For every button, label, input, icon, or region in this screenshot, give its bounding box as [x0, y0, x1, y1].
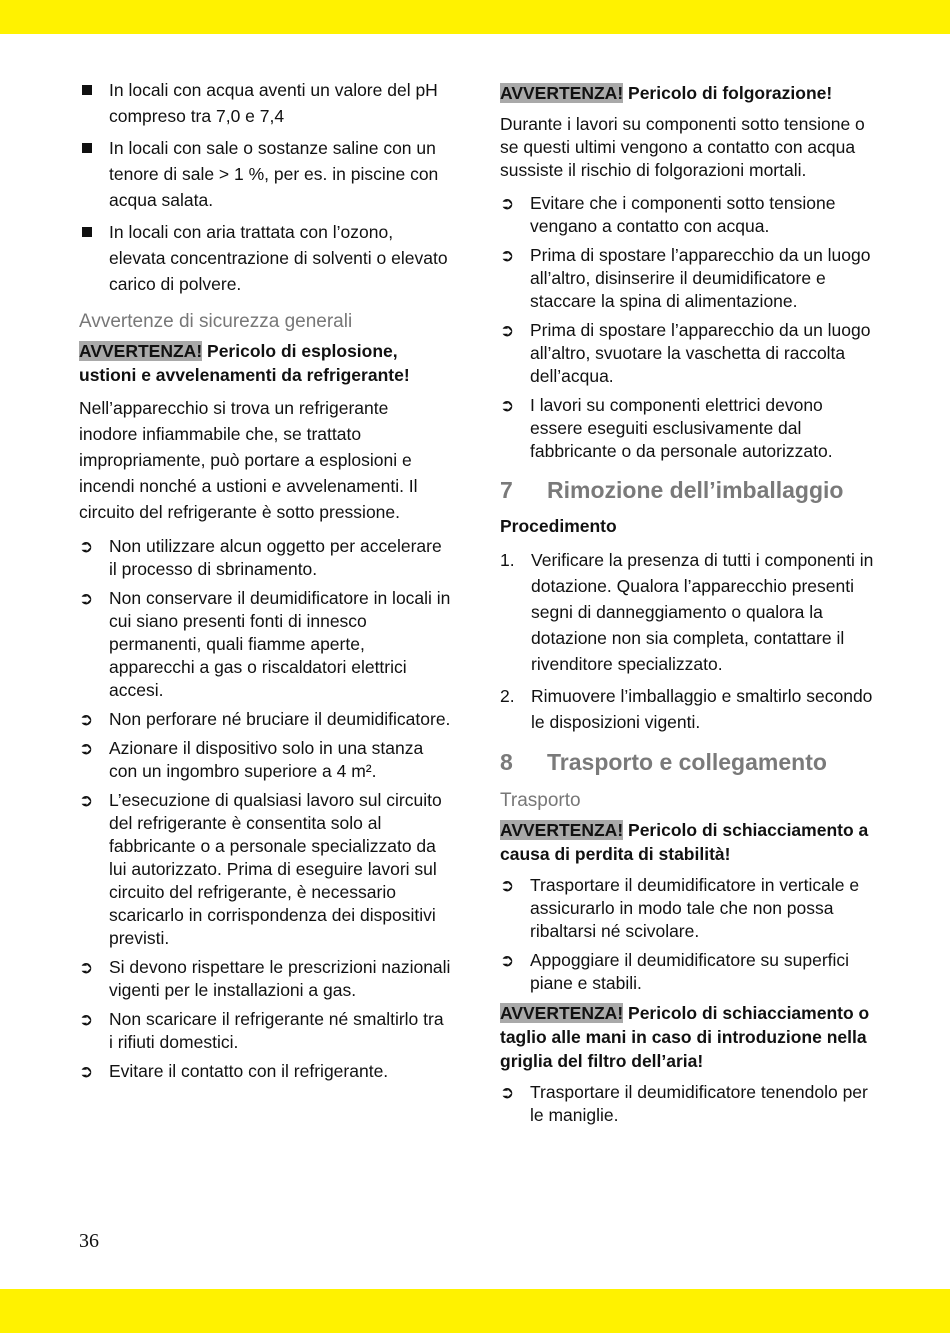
square-bullet-icon	[82, 143, 92, 153]
warning-tag: AVVERTENZA!	[500, 1003, 624, 1023]
arrow-icon: ➲	[500, 321, 515, 340]
list-item: 1. Verificare la presenza di tutti i componenti in dotazione. Qualora l’apparecchio presenti segni di danneggiamento o qualora la dotazione non sia completa, contattare il rivenditore specializzato.	[500, 550, 874, 674]
list-item: ➲ I lavori su componenti elettrici devono essere eseguiti esclusivamente dal fabbricante o da personale autorizzato.	[500, 395, 833, 461]
section-heading-8: 8 Trasporto e collegamento	[500, 749, 827, 775]
section-heading-7: 7 Rimozione dell’imballaggio	[500, 477, 844, 503]
action-list	[500, 874, 874, 995]
list-item: ➲ Si devono rispettare le prescrizioni nazionali vigenti per le installazioni a gas.	[79, 957, 451, 1000]
list-item: ➲ Azionare il dispositivo solo in una stanza con un ingombro superiore a 4 m².	[79, 738, 424, 781]
arrow-icon: ➲	[79, 589, 94, 608]
page-number: 36	[79, 1230, 99, 1252]
left-column	[79, 77, 451, 1089]
arrow-icon: ➲	[79, 710, 94, 729]
refrigerant-paragraph: Nell’apparecchio si trova un refrigerante inodore infiammabile che, se trattato impropriamente, può portare a esplosioni e incendi nonché a ustioni e avvelenamenti. Il circuito del refrigerante è sotto pressione.	[79, 398, 418, 522]
list-item: ➲ Trasportare il deumidificatore tenendolo per le maniglie.	[500, 1082, 868, 1125]
warning-tag: AVVERTENZA!	[500, 83, 624, 103]
bullet-list	[79, 77, 451, 297]
list-item: ➲ Evitare che i componenti sotto tensione vengano a contatto con acqua.	[500, 193, 836, 236]
arrow-icon: ➲	[500, 876, 515, 895]
arrow-icon: ➲	[79, 1062, 94, 1081]
list-item: ➲ Evitare il contatto con il refrigerante.	[79, 1061, 389, 1081]
list-item: ➲ Trasportare il deumidificatore in verticale e assicurarlo in modo tale che non possa ribaltarsi né scivolare.	[500, 875, 860, 941]
arrow-icon: ➲	[79, 537, 94, 556]
warning-crushing: AVVERTENZA! Pericolo di schiacciamento a causa di perdita di stabilità!	[500, 820, 869, 864]
subheading-safety: Avvertenze di sicurezza generali	[79, 311, 353, 332]
list-item: 2. Rimuovere l’imballaggio e smaltirlo secondo le disposizioni vigenti.	[500, 686, 873, 732]
warning-electrocution: AVVERTENZA! Pericolo di folgorazione!	[500, 83, 833, 103]
action-list	[79, 535, 451, 1083]
list-item: ➲ Non scaricare il refrigerante né smaltirlo tra i rifiuti domestici.	[79, 1009, 444, 1052]
list-item: In locali con sale o sostanze saline con un tenore di sale > 1 %, per es. in piscine con acqua salata.	[79, 135, 451, 213]
warning-hands: AVVERTENZA! Pericolo di schiacciamento o taglio alle mani in caso di introduzione nella griglia del filtro dell’aria!	[500, 1003, 870, 1071]
arrow-icon: ➲	[500, 246, 515, 265]
numbered-steps	[500, 547, 874, 735]
arrow-icon: ➲	[79, 1010, 94, 1029]
list-item: ➲ Non conservare il deumidificatore in locali in cui siano presenti fonti di innesco permanenti, quali fiamme aperte, apparecchi a gas o riscaldatori elettrici accesi.	[79, 588, 451, 700]
list-item: ➲ Non perforare né bruciare il deumidificatore.	[79, 709, 451, 729]
arrow-icon: ➲	[500, 396, 515, 415]
subheading-transport: Trasporto	[500, 790, 581, 811]
arrow-icon: ➲	[500, 194, 515, 213]
list-item: ➲ Prima di spostare l’apparecchio da un luogo all’altro, disinserire il deumidificatore e staccare la spina di alimentazione.	[500, 245, 871, 311]
list-item: ➲ Prima di spostare l’apparecchio da un luogo all’altro, svuotare la vaschetta di raccolta dell’acqua.	[500, 320, 871, 386]
arrow-icon: ➲	[500, 1083, 515, 1102]
procedure-label: Procedimento	[500, 516, 617, 536]
action-list	[500, 1081, 874, 1127]
bottom-yellow-band	[0, 1289, 950, 1333]
arrow-icon: ➲	[79, 739, 94, 758]
list-item: ➲ L’esecuzione di qualsiasi lavoro sul circuito del refrigerante è consentita solo al fabbricante o a personale specializzato da lui autorizzato. Prima di eseguire lavori sul circuito del refrigerante, è necessario scaricarlo in corrispondenza dei dispositivi previsti.	[79, 790, 442, 948]
list-item: In locali con aria trattata con l’ozono, elevata concentrazione di solventi o elevato carico di polvere.	[79, 219, 451, 297]
electrocution-paragraph: Durante i lavori su componenti sotto tensione o se questi ultimi vengono a contatto con acqua sussiste il rischio di folgorazioni mortali.	[500, 114, 865, 180]
right-column	[500, 77, 874, 1133]
list-item: ➲ Appoggiare il deumidificatore su superfici piane e stabili.	[500, 950, 850, 993]
warning-tag: AVVERTENZA!	[500, 820, 624, 840]
list-item: In locali con acqua aventi un valore del pH compreso tra 7,0 e 7,4	[79, 77, 451, 129]
square-bullet-icon	[82, 227, 92, 237]
arrow-icon: ➲	[79, 958, 94, 977]
list-item: ➲ Non utilizzare alcun oggetto per accelerare il processo di sbrinamento.	[79, 536, 442, 579]
top-yellow-band	[0, 0, 950, 34]
warning-explosion: AVVERTENZA! Pericolo di esplosione, ustioni e avvelenamenti da refrigerante!	[79, 341, 410, 385]
arrow-icon: ➲	[500, 951, 515, 970]
warning-tag: AVVERTENZA!	[79, 341, 203, 361]
arrow-icon: ➲	[79, 791, 94, 810]
square-bullet-icon	[82, 85, 92, 95]
action-list	[500, 192, 874, 463]
